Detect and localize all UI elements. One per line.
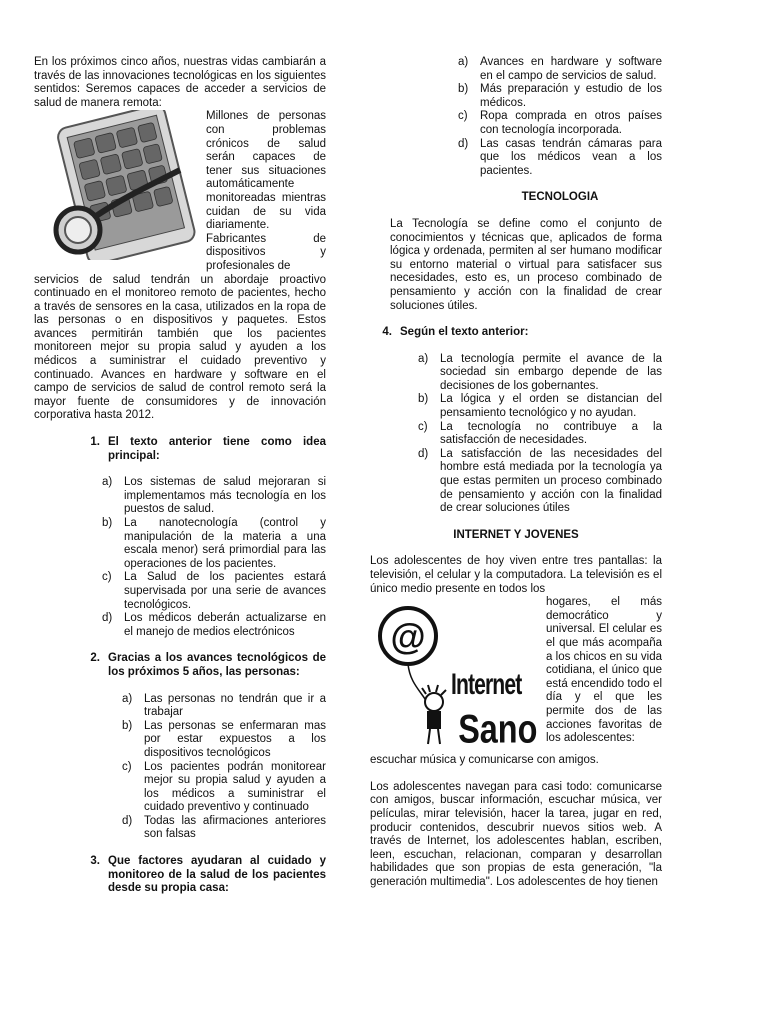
q1-option-d[interactable]: d) Los médicos deberán actualizarse en el manejo de medios electrónicos [102, 612, 326, 638]
internet-paragraph-top: Los adolescentes de hoy viven entre tres pantallas: la televisión, el celular y la computadora. La televisión es el único medio presente en todos los [370, 555, 662, 595]
heading-internet-jovenes: INTERNET Y JOVENES [453, 528, 579, 541]
q1-number: 1. [90, 436, 100, 449]
question-4 [370, 326, 662, 516]
heading-tecnologia: TECNOLOGIA [521, 191, 599, 204]
q2-option-a[interactable]: a) Las personas no tendrán que ir a trabajar [122, 692, 326, 719]
intro-paragraph-top: En los próximos cinco años, nuestras vidas cambiarán a través de las innovaciones tecnológicas en los siguientes sentidos: Seremos capaces de acceder a servicios de salud de manera remota: [34, 56, 326, 109]
question-3 [78, 855, 326, 896]
q4-number: 4. [382, 326, 392, 339]
logo-internet-text: Internet [450, 668, 522, 702]
question-1 [78, 436, 326, 639]
q4-option-b[interactable]: b) La lógica y el orden se distancian del pensamiento tecnológico y no ayudan. [418, 393, 662, 420]
intro-paragraph-wrap: Millones de personas con problemas crónicos de salud serán capaces de tener sus situaciones automáticamente monitoreadas mientras cuidan de su vida diariamente. Fabricantes de dispositivos y profesionales de [206, 110, 326, 272]
q3-option-d[interactable]: d) Las casas tendrán cámaras para que los médicos vean a los pacientes. [458, 137, 662, 177]
medical-tablet-image [34, 110, 200, 260]
q4-options [418, 353, 662, 516]
internet-paragraph-wrap: hogares, el más democrático y universal. El celular es el que más acompaña a los chicos en su vida cotidiana, el único que está encendido todo el día y el que les permite dos de las acciones favoritas de los adolescentes: [546, 596, 662, 745]
intro-wrap-block [34, 110, 326, 273]
q3-options [458, 56, 662, 178]
internet-sano-logo [370, 604, 540, 754]
internet-paragraph-2: Los adolescentes navegan para casi todo: comunicarse con amigos, buscar información, escuchar música, ver películas, mirar televisión, hacer la tarea, jugar en red, producir contenidos, descubrir nuevos sitios web. A través de Internet, los adolescentes hablan, escriben, leen, escuchan, relacionan, comparan y desarrollan habilidades que son propias de esta generación, "la generación multimedia". Los adolescentes de hoy tienen [370, 780, 662, 888]
logo-at-symbol: @ [390, 616, 426, 658]
q4-text: Según el texto anterior: [400, 326, 529, 339]
q2-option-d[interactable]: d) Todas las afirmaciones anteriores son falsas [122, 814, 326, 841]
q2-options [122, 693, 326, 843]
q2-number: 2. [90, 652, 100, 665]
q3-number: 3. [90, 855, 100, 868]
q3-option-b[interactable]: b) Más preparación y estudio de los médicos. [458, 83, 662, 109]
q1-options [102, 476, 326, 639]
q1-option-a[interactable]: a) Los sistemas de salud mejoraran si implementamos más tecnología en los puestos de salud. [102, 476, 326, 516]
q3-text: Que factores ayudaran al cuidado y monitoreo de la salud de los pacientes desde su propia casa: [108, 855, 326, 895]
logo-sano-text: Sano [458, 706, 538, 752]
q2-text: Gracias a los avances tecnológicos de los próximos 5 años, las personas: [108, 652, 326, 678]
q4-option-c[interactable]: c) La tecnología no contribuye a la satisfacción de necesidades. [418, 420, 662, 447]
intro-paragraph-rest: servicios de salud tendrán un abordaje proactivo continuado en el monitoreo remoto de pacientes, hecho a través de sensores en la casa, utilizados en la ropa de las personas o en dispositivos y paquetes. Estos avances permitirán también que los pacientes monitoreen mejor su propia salud y ayuden a los médicos a suministrar el cuidado preventivo y continuado. Avances en hardware y software en el campo de servicios de salud de control remoto será la mayor fuente de consumidores y de innovación corporativa hasta 2012. [34, 273, 326, 422]
q4-option-d[interactable]: d) La satisfacción de las necesidades del hombre está mediada por la tecnología ya que estas permiten un proceso combinado de pensamiento y acción con la finalidad de crear soluciones útiles [418, 447, 662, 515]
right-column [370, 56, 662, 890]
left-column [34, 56, 326, 896]
q2-option-b[interactable]: b) Las personas se enfermaran mas por estar expuestos a los dispositivos tecnológicos [122, 719, 326, 759]
q3-option-a[interactable]: a) Avances en hardware y software en el campo de servicios de salud. [458, 56, 662, 82]
internet-wrap-block [370, 596, 662, 754]
q1-option-b[interactable]: b) La nanotecnología (control y manipulación de la materia a una escala menor) será primordial para las operaciones de los pacientes. [102, 517, 326, 570]
q1-text: El texto anterior tiene como idea principal: [108, 436, 326, 462]
question-2 [78, 652, 326, 842]
q1-option-c[interactable]: c) La Salud de los pacientes estará supervisada por una serie de avances tecnológicos. [102, 571, 326, 611]
q3-option-c[interactable]: c) Ropa comprada en otros países con tecnología incorporada. [458, 110, 662, 136]
q2-option-c[interactable]: c) Los pacientes podrán monitorear mejor su propia salud y ayuden a los médicos a suministrar el cuidado preventivo y continuado [122, 760, 326, 814]
tecnologia-paragraph: La Tecnología se define como el conjunto de conocimientos y técnicas que, aplicados de forma lógica y ordenada, permiten al ser humano modificar su entorno material o virtual para satisfacer sus necesidades, esto es, un proceso combinado de pensamiento y acción con la finalidad de crear soluciones útiles. [390, 217, 662, 312]
q4-option-a[interactable]: a) La tecnología permite el avance de la sociedad sin embargo depende de las decisiones de los gobernantes. [418, 352, 662, 392]
internet-paragraph-rest: escuchar música y comunicarse con amigos. [370, 754, 599, 767]
